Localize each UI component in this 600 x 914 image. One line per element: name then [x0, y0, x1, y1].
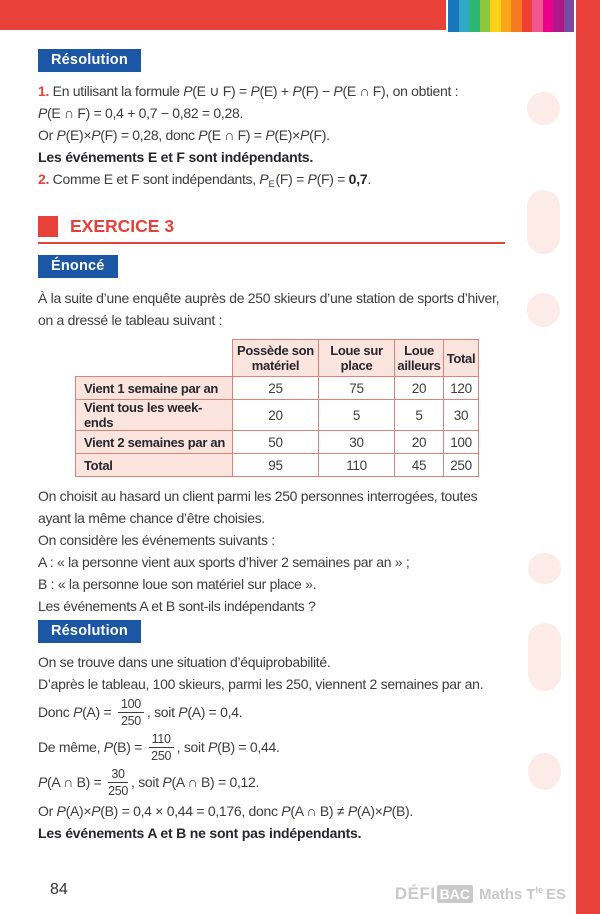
- table-corner-cell: [76, 340, 233, 377]
- decorative-blob: [528, 623, 561, 691]
- right-red-bar: [576, 0, 600, 914]
- color-stripe: [564, 0, 575, 32]
- color-stripe: [522, 0, 533, 32]
- text-line: Or P(A)×P(B) = 0,4 × 0,44 = 0,176, donc P(A ∩ B) ≠ P(A)×P(B).: [38, 803, 413, 819]
- cell-value: 75: [319, 377, 395, 400]
- row-label: Vient tous les week-ends: [76, 400, 233, 431]
- resolution-1-text: [38, 80, 505, 190]
- cell-value: 20: [395, 431, 444, 454]
- decorative-blob: [527, 92, 560, 125]
- logo-series: ES: [545, 885, 566, 903]
- fraction: $\frac{30}{250}$: [108, 766, 129, 798]
- cell-value: 100: [444, 431, 479, 454]
- text-line: on a dressé le tableau suivant :: [38, 312, 223, 328]
- decorative-blob: [528, 753, 561, 790]
- cell-value: 20: [395, 377, 444, 400]
- resolution-badge: Résolution: [38, 49, 141, 72]
- color-stripe: [532, 0, 543, 32]
- enonce-question: [38, 485, 505, 617]
- decorative-blob: [528, 553, 561, 584]
- fraction: $\frac{100}{250}$: [118, 697, 144, 728]
- row-label: Vient 1 semaine par an: [76, 377, 233, 400]
- text-line: ayant la même chance d’être choisies.: [38, 510, 266, 526]
- row-label: Vient 2 semaines par an: [76, 431, 233, 454]
- text-line: 1. En utilisant la formule P(E ∪ F) = P(E) + P(F) − P(E ∩ F), on obtient :: [38, 83, 459, 99]
- table-row: [76, 431, 479, 454]
- color-stripe: [543, 0, 554, 32]
- text-line: B : « la personne loue son matériel sur place ».: [38, 576, 317, 592]
- text-line: À la suite d’une enquête auprès de 250 skieurs d’une station de sports d’hiver,: [38, 290, 500, 306]
- color-stripe: [553, 0, 564, 32]
- table-header-row: [76, 340, 479, 377]
- decorative-blob: [527, 293, 560, 327]
- text-line: De même, P(B) = $\frac{110}{250}$ , soit P(B) = 0,44.: [38, 731, 280, 763]
- page-content: [38, 0, 505, 914]
- resolution-2-text: [38, 651, 505, 844]
- text-line: P(A ∩ B) = $\frac{30}{250}$ , soit P(A ∩ B) = 0,12.: [38, 766, 260, 798]
- cell-value: 20: [233, 400, 319, 431]
- fraction: $\frac{110}{250}$: [149, 732, 174, 763]
- text-line: On considère les événements suivants :: [38, 532, 275, 548]
- cell-value: 5: [319, 400, 395, 431]
- logo-grade: $T^{le}$: [526, 885, 543, 903]
- row-label: Total: [76, 454, 233, 477]
- red-square-bullet: [38, 216, 58, 237]
- text-line: A : « la personne vient aux sports d’hiver 2 semaines par an » ;: [38, 554, 410, 570]
- text-line: P(E ∩ F) = 0,4 + 0,7 − 0,82 = 0,28.: [38, 105, 244, 121]
- logo-bac: BAC: [437, 885, 473, 903]
- col-header: Possède son matériel: [233, 340, 319, 377]
- col-header: Total: [444, 340, 479, 377]
- text-line: 2. Comme E et F sont indépendants, $P_E(F) = P(F) = 0,7$.: [38, 171, 372, 190]
- exercise-title: EXERCICE 3: [70, 216, 175, 236]
- cell-value: 250: [444, 454, 479, 477]
- text-line: Les événements A et B ne sont pas indépendants.: [38, 825, 362, 841]
- page-number: 84: [50, 881, 68, 898]
- enonce-intro: [38, 287, 505, 331]
- col-header: Loue ailleurs: [395, 340, 444, 377]
- defibac-logo: [395, 884, 566, 904]
- logo-subject: Maths: [478, 885, 523, 903]
- cell-value: 5: [395, 400, 444, 431]
- survey-table: [75, 339, 479, 477]
- text-line: Or P(E)×P(F) = 0,28, donc P(E ∩ F) = P(E)×P(F).: [38, 127, 330, 143]
- text-line: Donc P(A) = $\frac{100}{250}$ , soit P(A) = 0,4.: [38, 696, 243, 728]
- survey-table-wrap: [75, 339, 479, 477]
- color-stripe: [511, 0, 522, 32]
- exercise-heading: [38, 216, 505, 244]
- cell-value: 30: [444, 400, 479, 431]
- table-row: [76, 400, 479, 431]
- decorative-blob: [527, 190, 560, 254]
- cell-value: 30: [319, 431, 395, 454]
- text-line: Les événements A et B sont-ils indépendants ?: [38, 598, 316, 614]
- cell-value: 110: [319, 454, 395, 477]
- table-row: [76, 377, 479, 400]
- cell-value: 45: [395, 454, 444, 477]
- text-line: Les événements E et F sont indépendants.: [38, 149, 314, 165]
- text-line: D’après le tableau, 100 skieurs, parmi les 250, viennent 2 semaines par an.: [38, 676, 484, 692]
- cell-value: 50: [233, 431, 319, 454]
- col-header: Loue sur place: [319, 340, 395, 377]
- cell-value: 25: [233, 377, 319, 400]
- resolution-badge: Résolution: [38, 620, 141, 643]
- cell-value: 120: [444, 377, 479, 400]
- logo-defi: DÉFI: [394, 884, 436, 903]
- table-row: [76, 454, 479, 477]
- text-line: On se trouve dans une situation d’équiprobabilité.: [38, 654, 331, 670]
- cell-value: 95: [233, 454, 319, 477]
- enonce-badge: Énoncé: [38, 255, 118, 278]
- text-line: On choisit au hasard un client parmi les 250 personnes interrogées, toutes: [38, 488, 478, 504]
